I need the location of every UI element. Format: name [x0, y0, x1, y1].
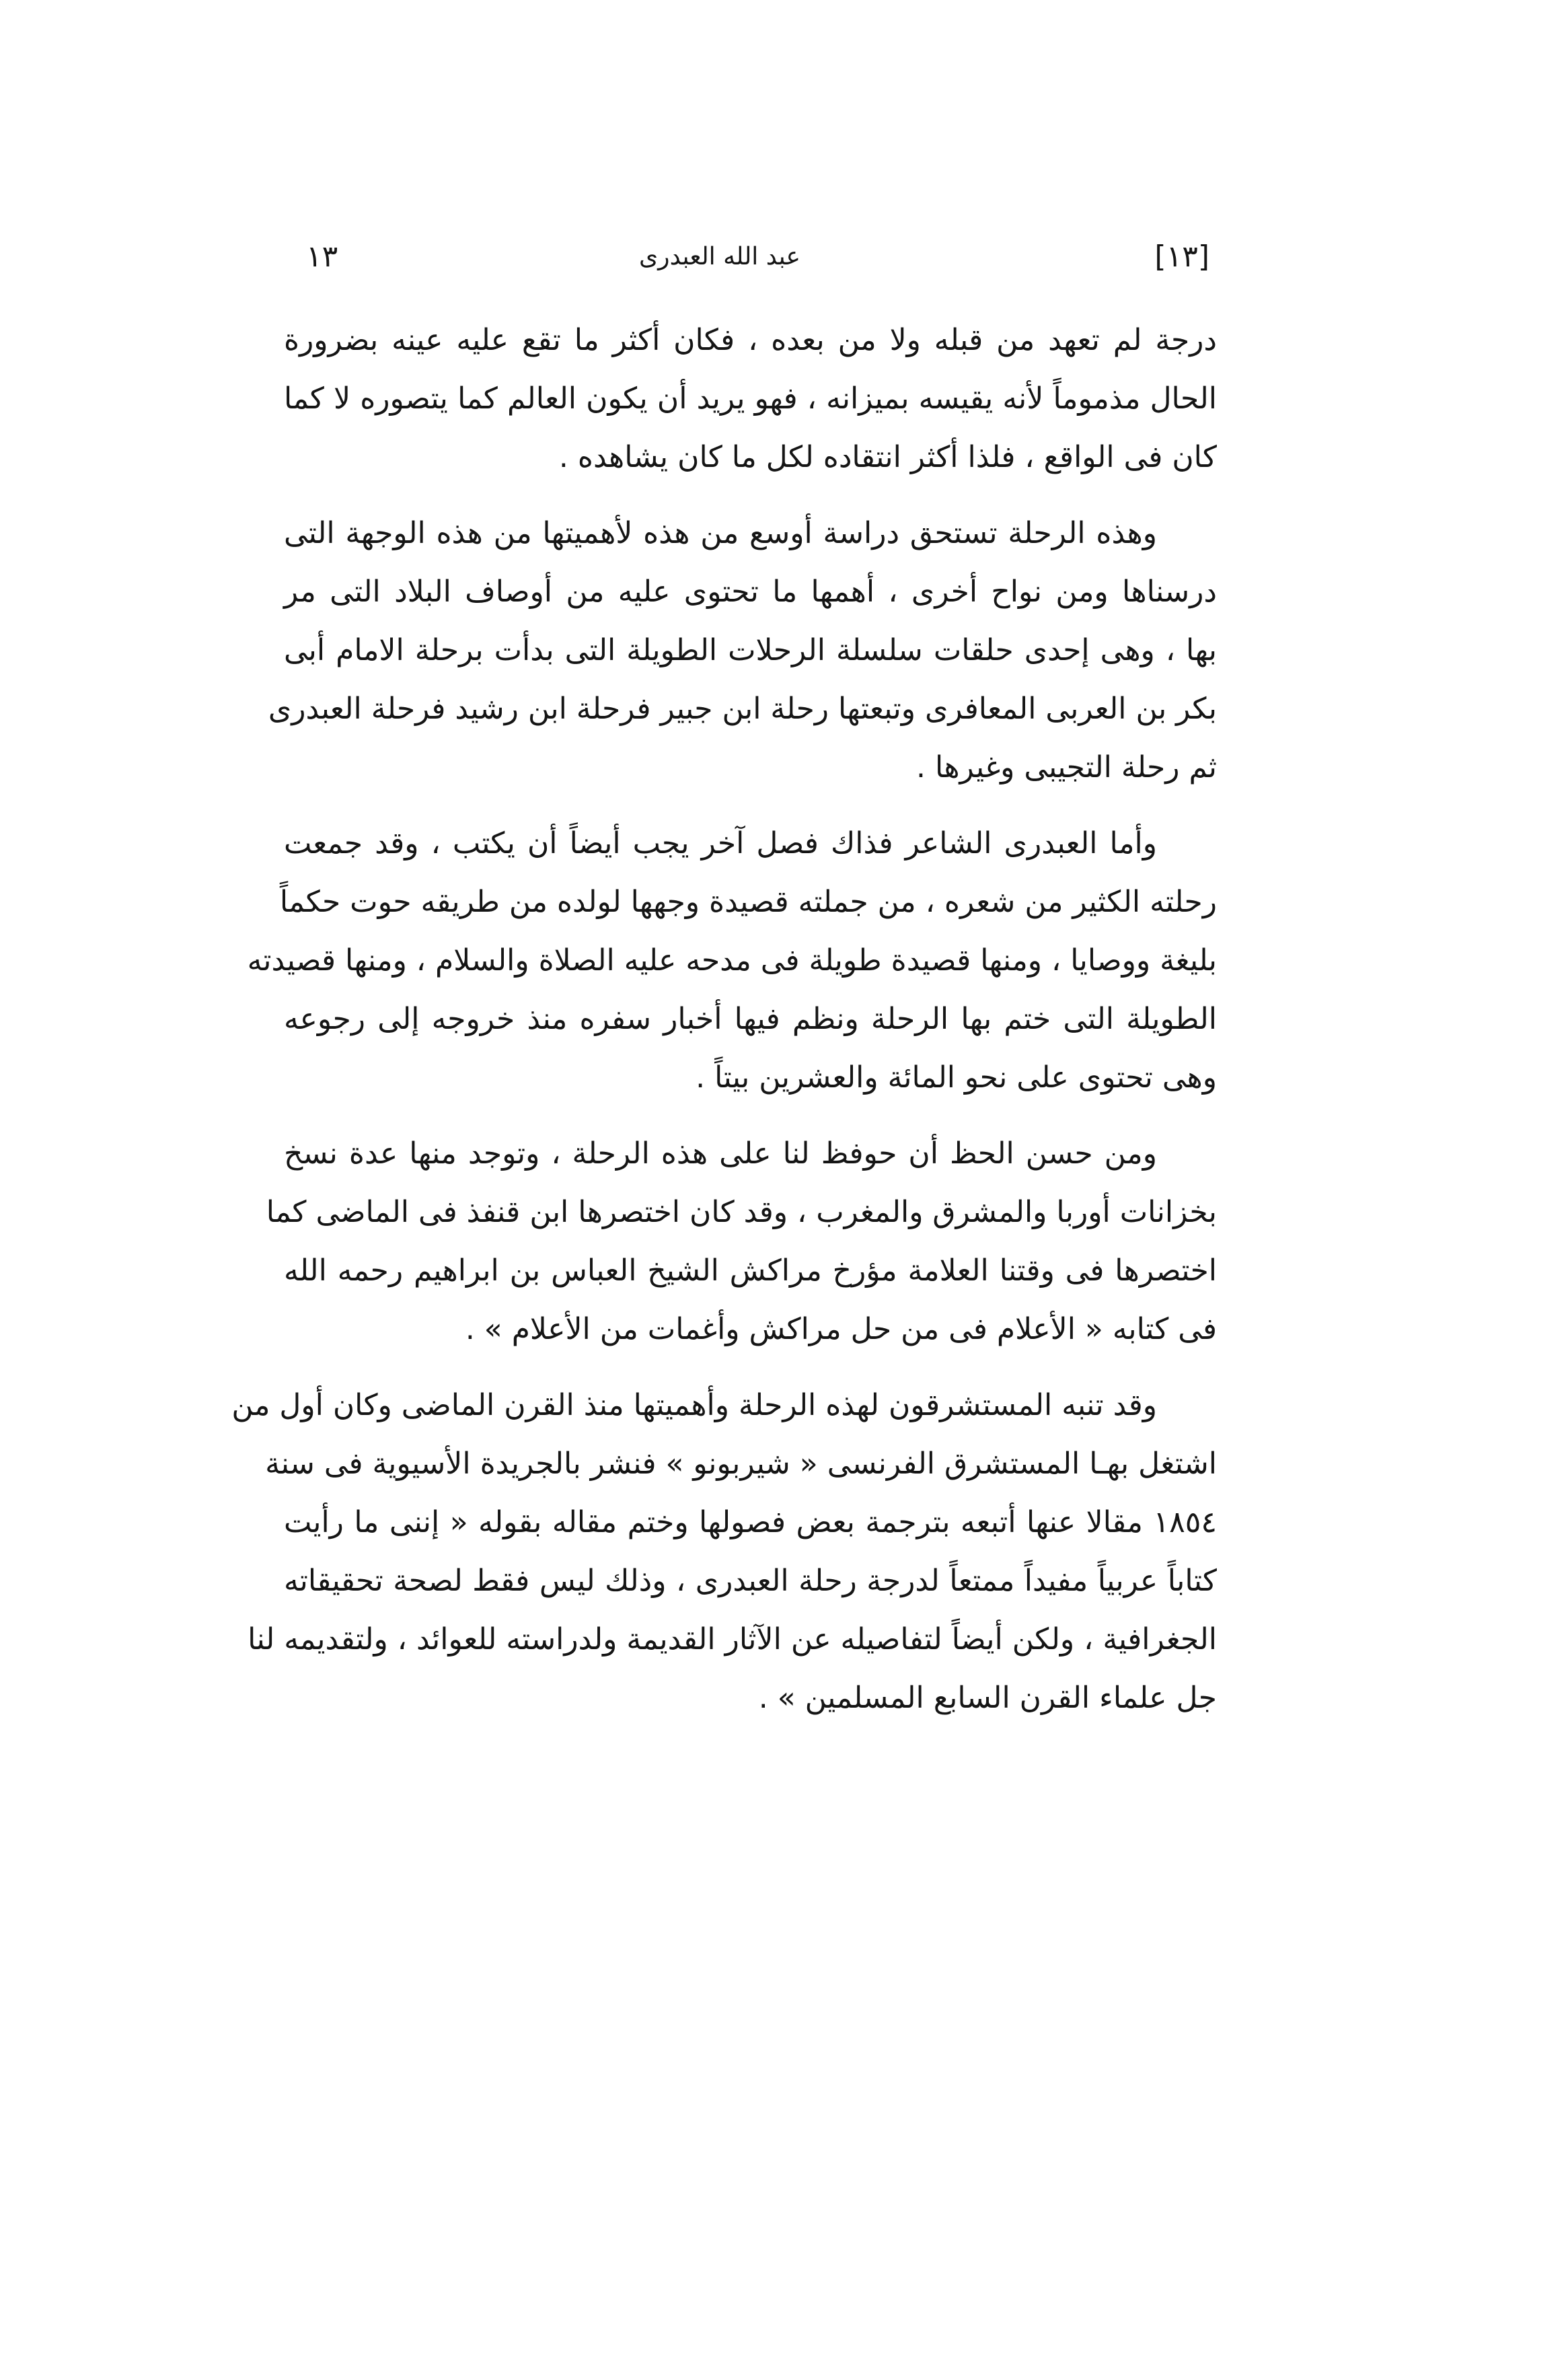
paragraph: [247, 814, 1217, 1107]
text-line: بخزانات أوربا والمشرق والمغرب ، وقد كان اختصرها ابن قنفذ فى الماضى كما: [266, 1195, 1217, 1229]
text-line: وقد تنبه المستشرقون لهذه الرحلة وأهميتها منذ القرن الماضى وكان أول من: [231, 1388, 1157, 1422]
text-line: وأما العبدرى الشاعر فذاك فصل آخر يجب أيضاً أن يكتب ، وقد جمعت: [284, 826, 1157, 861]
text-line: بكر بن العربى المعافرى وتبعتها رحلة ابن جبير فرحلة ابن رشيد فرحلة العبدرى: [268, 692, 1217, 726]
body-text: [231, 311, 1217, 1727]
text-line: ١٨٥٤ مقالا عنها أتبعه بترجمة بعض فصولها وختم مقاله بقوله « إننى ما رأيت: [284, 1505, 1217, 1539]
running-header: [284, 235, 1217, 279]
paragraph: [268, 504, 1217, 797]
running-title: عبد الله العبدرى: [639, 243, 800, 270]
text-line: جل علماء القرن السابع المسلمين » .: [758, 1681, 1217, 1715]
text-line: درجة لم تعهد من قبله ولا من بعده ، فكان أكثر ما تقع عليه عينه بضرورة: [284, 323, 1217, 357]
text-line: الجغرافية ، ولكن أيضاً لتفاصيله عن الآثار القديمة ولدراسته للعوائد ، ولتقديمه لنا: [248, 1622, 1217, 1657]
text-line: كتاباً عربياً مفيداً ممتعاً لدرجة رحلة العبدرى ، وذلك ليس فقط لصحة تحقيقاته: [284, 1564, 1217, 1598]
paragraph: [231, 1376, 1217, 1727]
text-line: فى كتابه « الأعلام فى من حل مراكش وأغمات من الأعلام » .: [465, 1312, 1217, 1346]
page-number: ١٣: [306, 240, 338, 274]
text-line: بها ، وهى إحدى حلقات سلسلة الرحلات الطويلة التى بدأت برحلة الامام أبى: [284, 633, 1217, 667]
text-line: كان فى الواقع ، فلذا أكثر انتقاده لكل ما كان يشاهده .: [558, 440, 1217, 474]
paragraph: [266, 1124, 1217, 1358]
bracketed-page-number: [١٣]: [1154, 240, 1209, 274]
text-line: رحلته الكثير من شعره ، من جملته قصيدة وجهها لولده من طريقه حوت حكماً: [279, 885, 1217, 919]
text-line: وهى تحتوى على نحو المائة والعشرين بيتاً .: [696, 1060, 1217, 1095]
text-line: اشتغل بهـا المستشرق الفرنسى « شيربونو » فنشر بالجريدة الأسيوية فى سنة: [265, 1447, 1217, 1481]
text-line: بليغة ووصايا ، ومنها قصيدة طويلة فى مدحه عليه الصلاة والسلام ، ومنها قصيدته: [247, 943, 1217, 978]
text-line: درسناها ومن نواح أخرى ، أهمها ما تحتوى عليه من أوصاف البلاد التى مر: [284, 575, 1217, 609]
text-line: ثم رحلة التجيبى وغيرها .: [916, 750, 1217, 785]
text-line: الحال مذموماً لأنه يقيسه بميزانه ، فهو يريد أن يكون العالم كما يتصوره لا كما: [284, 382, 1217, 416]
text-line: ومن حسن الحظ أن حوفظ لنا على هذه الرحلة ، وتوجد منها عدة نسخ: [284, 1136, 1157, 1171]
text-line: اختصرها فى وقتنا العلامة مؤرخ مراكش الشيخ العباس بن ابراهيم رحمه الله: [284, 1254, 1217, 1288]
text-line: وهذه الرحلة تستحق دراسة أوسع من هذه لأهميتها من هذه الوجهة التى: [284, 516, 1157, 550]
paragraph: [284, 311, 1217, 486]
text-line: الطويلة التى ختم بها الرحلة ونظم فيها أخبار سفره منذ خروجه إلى رجوعه: [284, 1002, 1217, 1036]
